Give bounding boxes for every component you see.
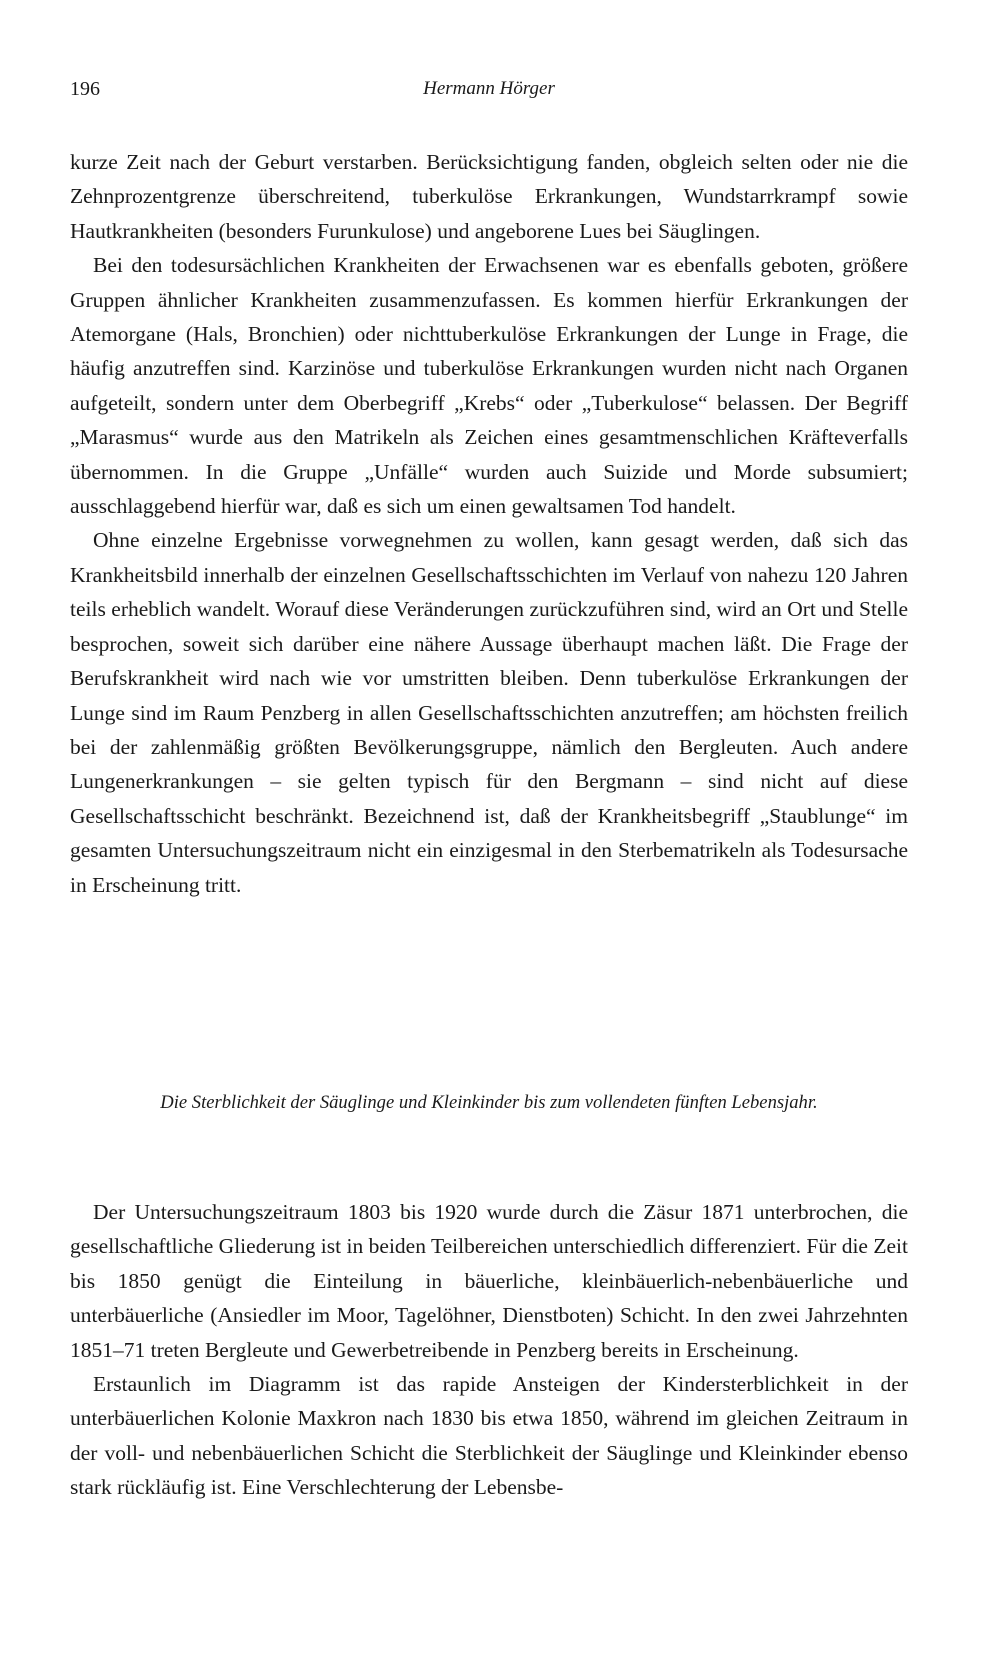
paragraph-continuation: kurze Zeit nach der Geburt verstarben. Berücksichtigung fanden, obgleich selten oder nie die Zehnprozentgrenze überschreitend, tuberkulöse Erkrankungen, Wundstarrkrampf sowie Hautkrankheiten (besonders Furunkulose) und angeborene Lues bei Säuglingen.	[70, 150, 908, 243]
paragraph-adult-diseases: Bei den todesursächlichen Krankheiten der Erwachsenen war es ebenfalls geboten, größere Gruppen ähnlicher Krankheiten zusammenzufassen. Es kommen hierfür Erkrankungen der Atemorgane (Hals, Bronchien) oder nichttuberkulöse Erkrankungen der Lunge in Frage, die häufig anzutreffen sind. Karzinöse und tuberkulöse Erkrankungen wurden nicht nach Organen aufgeteilt, sondern unter dem Oberbegriff „Krebs“ oder „Tuberkulose“ belassen. Der Begriff „Marasmus“ wurde aus den Matrikeln als Zeichen eines gesamtmenschlichen Kräfteverfalls übernommen. In die Gruppe „Unfälle“ wurden auch Suizide und Morde subsumiert; ausschlaggebend hierfür war, daß es sich um einen gewaltsamen Tod handelt.	[70, 253, 908, 519]
header-author: Hermann Hörger	[423, 78, 555, 99]
running-header	[70, 78, 908, 108]
text-block-after-heading	[70, 1195, 908, 1505]
text-block-before-heading	[70, 145, 908, 902]
paragraph-disease-pattern: Ohne einzelne Ergebnisse vorwegnehmen zu wollen, kann gesagt werden, daß sich das Krankheitsbild innerhalb der einzelnen Gesellschaftsschichten im Verlauf von nahezu 120 Jahren teils erheblich wandelt. Worauf diese Veränderungen zurückzuführen sind, wird an Ort und Stelle besprochen, soweit sich darüber eine nähere Aussage überhaupt machen läßt. Die Frage der Berufskrankheit wird nach wie vor umstritten bleiben. Denn tuberkulöse Erkrankungen der Lunge sind im Raum Penzberg in allen Gesellschaftsschichten anzutreffen; am höchsten freilich bei der zahlenmäßig größten Bevölkerungsgruppe, nämlich den Bergleuten. Auch andere Lungenerkrankungen – sie gelten typisch für den Bergmann – sind nicht auf diese Gesellschaftsschicht beschränkt. Bezeichnend ist, daß der Krankheitsbegriff „Staublunge“ im gesamten Untersuchungszeitraum nicht ein einzigesmal in den Sterbematrikeln als Todesursache in Erscheinung tritt.	[70, 528, 908, 897]
section-heading: Die Sterblichkeit der Säuglinge und Kleinkinder bis zum vollendeten fünften Lebensjahr.	[160, 1092, 818, 1113]
paragraph-study-period: Der Untersuchungszeitraum 1803 bis 1920 wurde durch die Zäsur 1871 unterbrochen, die gesellschaftliche Gliederung ist in beiden Teilbereichen unterschiedlich differenziert. Für die Zeit bis 1850 genügt die Einteilung in bäuerliche, kleinbäuerlich-nebenbäuerliche und unterbäuerliche (Ansiedler im Moor, Tagelöhner, Dienstboten) Schicht. In den zwei Jahrzehnten 1851–71 treten Bergleute und Gewerbetreibende in Penzberg bereits in Erscheinung.	[70, 1200, 908, 1362]
paragraph-diagram-observation: Erstaunlich im Diagramm ist das rapide Ansteigen der Kindersterblichkeit in der unterbäuerlichen Kolonie Maxkron nach 1830 bis etwa 1850, während im gleichen Zeitraum in der voll- und nebenbäuerlichen Schicht die Sterblichkeit der Säuglinge und Kleinkinder ebenso stark rückläufig ist. Eine Verschlechterung der Lebensbe-	[70, 1372, 908, 1500]
page-number: 196	[70, 78, 100, 100]
